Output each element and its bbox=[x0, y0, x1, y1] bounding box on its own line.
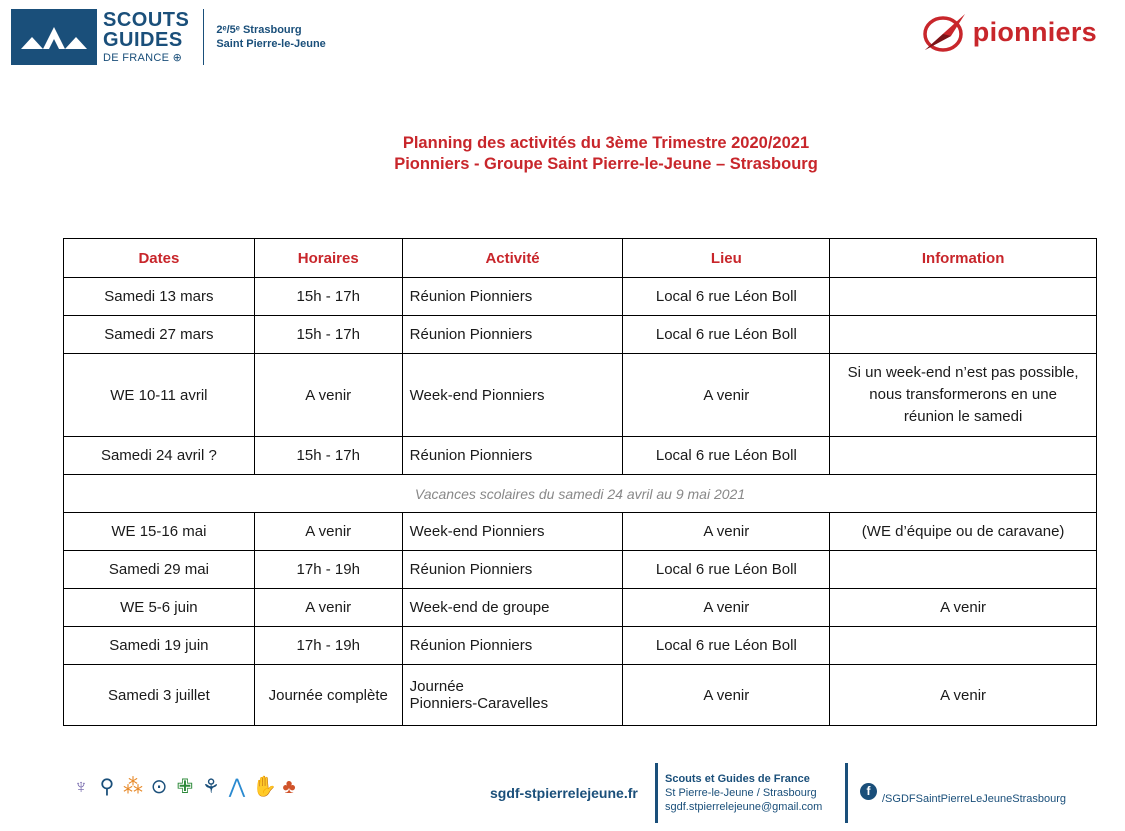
cell-info-line: nous transformerons en une bbox=[869, 386, 1057, 403]
scouts-icon: ⁂ bbox=[123, 776, 143, 798]
cell-activity: Week-end Pionniers bbox=[402, 354, 623, 437]
cell-info: (WE d’équipe ou de caravane) bbox=[830, 513, 1097, 551]
group-name-line1: 2ᵉ/5ᵉ Strasbourg bbox=[216, 24, 302, 36]
facebook-icon[interactable]: f bbox=[860, 783, 877, 800]
cell-time: A venir bbox=[254, 354, 402, 437]
cell-date: Samedi 24 avril ? bbox=[64, 437, 255, 475]
cell-activity bbox=[402, 665, 623, 726]
cell-time: Journée complète bbox=[254, 665, 402, 726]
cell-date: WE 5-6 juin bbox=[64, 589, 255, 627]
pionniers-logo bbox=[921, 10, 1097, 54]
mountain-icon: ⋀ bbox=[228, 776, 246, 798]
cell-info: A venir bbox=[830, 665, 1097, 726]
sgdf-logo-mark bbox=[11, 9, 97, 65]
schedule-table bbox=[63, 238, 1097, 726]
louveteaux-icon: ⚲ bbox=[99, 776, 115, 798]
cell-info: A venir bbox=[830, 589, 1097, 627]
sgdf-logo bbox=[11, 9, 326, 65]
tree-icon: ♣ bbox=[282, 776, 296, 798]
cell-place: Local 6 rue Léon Boll bbox=[623, 551, 830, 589]
cell-date: Samedi 27 mars bbox=[64, 316, 255, 354]
table-row bbox=[64, 551, 1097, 589]
table-row bbox=[64, 513, 1097, 551]
table-row bbox=[64, 665, 1097, 726]
cell-place: Local 6 rue Léon Boll bbox=[623, 278, 830, 316]
vacances-row bbox=[64, 475, 1097, 513]
fleur-lis-icon bbox=[21, 21, 87, 53]
cell-time: 15h - 17h bbox=[254, 437, 402, 475]
header-dates: Dates bbox=[64, 239, 255, 278]
header-activite: Activité bbox=[402, 239, 623, 278]
cell-activity: Week-end Pionniers bbox=[402, 513, 623, 551]
cell-info bbox=[830, 316, 1097, 354]
cell-date: Samedi 3 juillet bbox=[64, 665, 255, 726]
cell-info bbox=[830, 437, 1097, 475]
table-row bbox=[64, 316, 1097, 354]
cell-activity: Réunion Pionniers bbox=[402, 316, 623, 354]
cell-date: Samedi 13 mars bbox=[64, 278, 255, 316]
table-row bbox=[64, 278, 1097, 316]
cell-activity: Réunion Pionniers bbox=[402, 627, 623, 665]
header-lieu: Lieu bbox=[623, 239, 830, 278]
facebook-handle[interactable]: /SGDFSaintPierreLeJeuneStrasbourg bbox=[882, 793, 1067, 805]
pionniers-icon: ⊙ bbox=[150, 776, 168, 798]
cell-info bbox=[830, 278, 1097, 316]
cell-date: WE 10-11 avril bbox=[64, 354, 255, 437]
cell-place: Local 6 rue Léon Boll bbox=[623, 437, 830, 475]
cell-activity: Réunion Pionniers bbox=[402, 437, 623, 475]
farfadets-icon: ♆ bbox=[73, 776, 89, 798]
contact-org: Scouts et Guides de France bbox=[665, 773, 810, 785]
cell-place: A venir bbox=[623, 513, 830, 551]
cell-info-line: réunion le samedi bbox=[903, 408, 1023, 425]
pionniers-emblem-icon bbox=[921, 10, 969, 54]
table-header-row bbox=[64, 239, 1097, 278]
cell-activity: Week-end de groupe bbox=[402, 589, 623, 627]
cell-time: A venir bbox=[254, 513, 402, 551]
cell-activity-line: Pionniers-Caravelles bbox=[409, 695, 549, 712]
header-information: Information bbox=[830, 239, 1097, 278]
footer-divider bbox=[655, 763, 658, 823]
cell-info-line: Si un week-end n’est pas possible, bbox=[847, 364, 1079, 381]
group-name-line2: Saint Pierre-le-Jeune bbox=[216, 38, 326, 50]
cell-place: A venir bbox=[623, 589, 830, 627]
website-link[interactable]: sgdf-stpierrelejeune.fr bbox=[490, 785, 638, 801]
branch-icons bbox=[70, 775, 300, 799]
cell-info bbox=[830, 354, 1097, 437]
cell-date: Samedi 29 mai bbox=[64, 551, 255, 589]
cell-place: A venir bbox=[623, 665, 830, 726]
cell-time: 15h - 17h bbox=[254, 278, 402, 316]
footer-divider bbox=[845, 763, 848, 823]
cell-place: A venir bbox=[623, 354, 830, 437]
header-horaires: Horaires bbox=[254, 239, 402, 278]
vacances-note: Vacances scolaires du samedi 24 avril au 9 mai 2021 bbox=[64, 475, 1097, 513]
org-name-line3: DE FRANCE ⊕ bbox=[103, 52, 183, 64]
cell-date: WE 15-16 mai bbox=[64, 513, 255, 551]
contact-block bbox=[665, 772, 822, 814]
contact-group: St Pierre-le-Jeune / Strasbourg bbox=[665, 787, 817, 799]
hand-icon: ✋ bbox=[252, 776, 277, 798]
cell-time: A venir bbox=[254, 589, 402, 627]
table-row bbox=[64, 354, 1097, 437]
cell-place: Local 6 rue Léon Boll bbox=[623, 316, 830, 354]
cell-activity-line: Journée bbox=[409, 678, 464, 695]
pionniers-logo-text: pionniers bbox=[972, 16, 1097, 47]
page-title-line2: Pionniers - Groupe Saint Pierre-le-Jeune – Strasbourg bbox=[394, 155, 818, 173]
cell-activity: Réunion Pionniers bbox=[402, 551, 623, 589]
table-row bbox=[64, 627, 1097, 665]
cell-time: 15h - 17h bbox=[254, 316, 402, 354]
cell-date: Samedi 19 juin bbox=[64, 627, 255, 665]
cell-time: 17h - 19h bbox=[254, 551, 402, 589]
org-name-line1: SCOUTS bbox=[103, 9, 190, 31]
cell-activity: Réunion Pionniers bbox=[402, 278, 623, 316]
logo-divider bbox=[203, 9, 204, 65]
cell-info bbox=[830, 627, 1097, 665]
cell-place: Local 6 rue Léon Boll bbox=[623, 627, 830, 665]
table-row bbox=[64, 437, 1097, 475]
contact-email[interactable]: sgdf.stpierrelejeune@gmail.com bbox=[665, 801, 823, 813]
cell-info bbox=[830, 551, 1097, 589]
page-title-line1: Planning des activités du 3ème Trimestre 2020/2021 bbox=[402, 134, 810, 152]
vdl-icon: ⚘ bbox=[202, 776, 220, 798]
cell-time: 17h - 19h bbox=[254, 627, 402, 665]
table-row bbox=[64, 589, 1097, 627]
compagnons-icon: ✙ bbox=[176, 776, 194, 798]
org-name-line2: GUIDES bbox=[103, 29, 183, 51]
